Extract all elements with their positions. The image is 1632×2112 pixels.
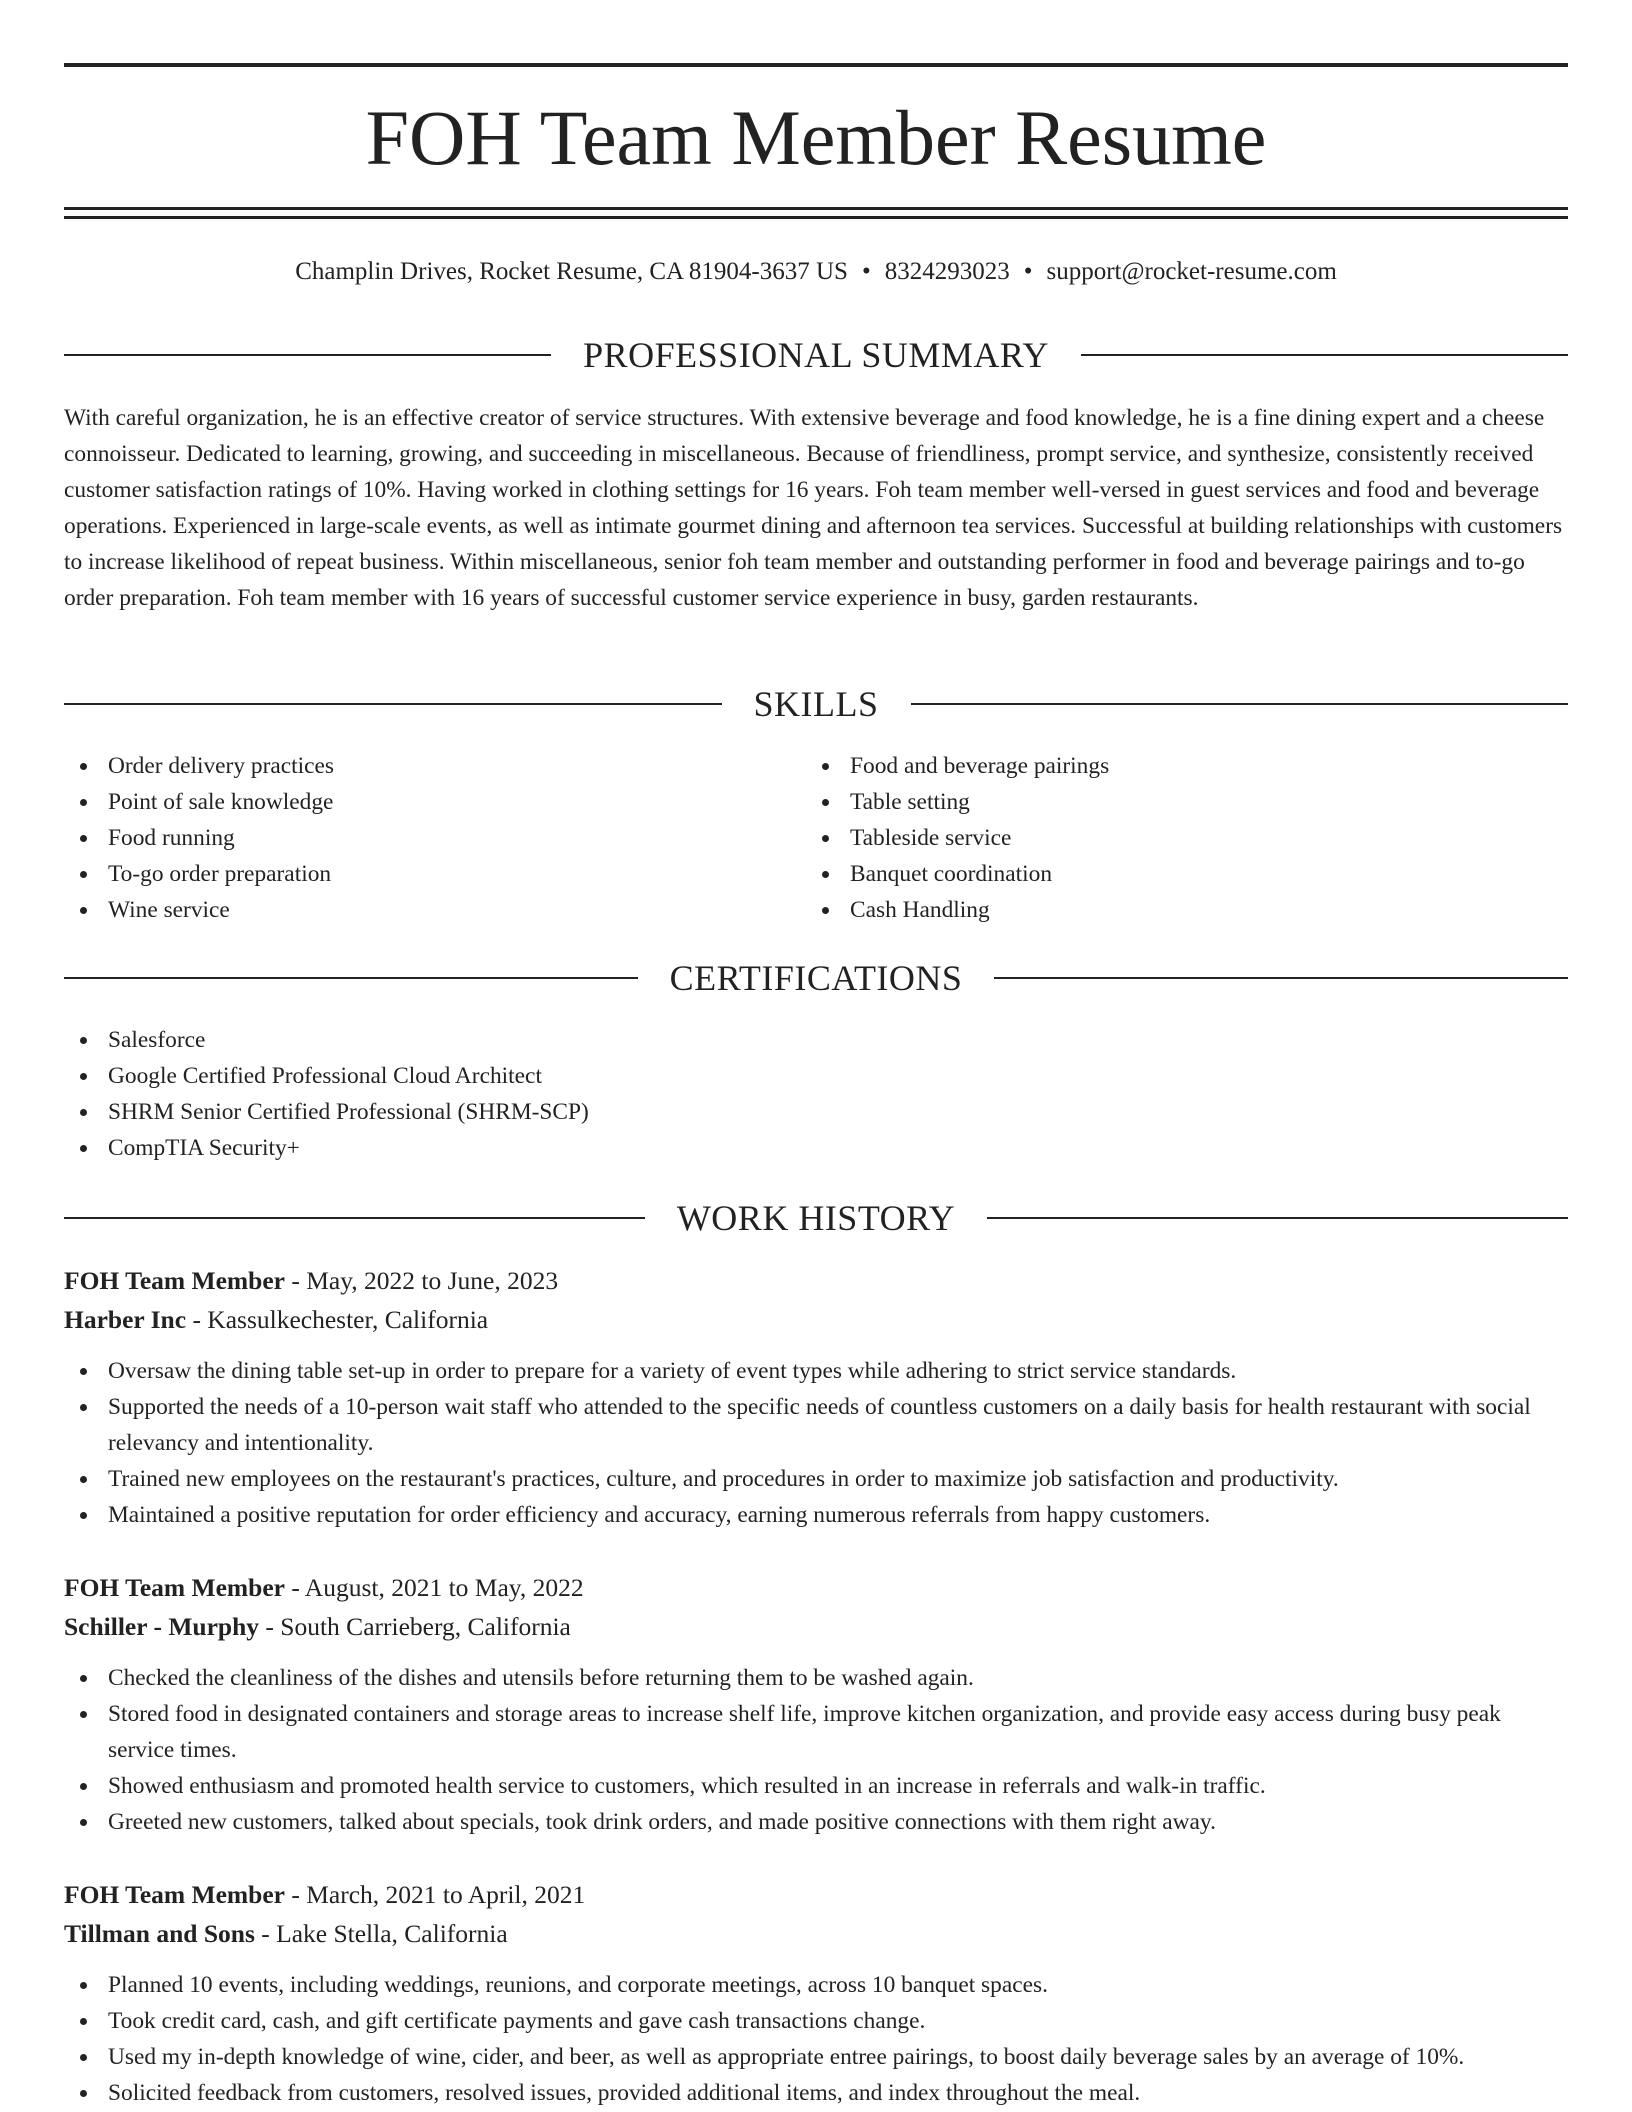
job-title: FOH Team Member <box>64 1573 285 1602</box>
section-header-summary <box>64 332 1568 378</box>
job-bullet: Solicited feedback from customers, resolved issues, provided additional items, and index throughout the meal. <box>64 2075 1568 2111</box>
skill-item: Table setting <box>806 784 1568 820</box>
contact-separator: • <box>861 258 871 285</box>
job-entry <box>64 1876 1568 2111</box>
certification-item: CompTIA Security+ <box>64 1130 1568 1166</box>
section-title-skills: SKILLS <box>753 684 879 724</box>
job-title-line <box>64 1569 1568 1607</box>
section-header-skills <box>64 681 1568 727</box>
job-bullet: Stored food in designated containers and storage areas to increase shelf life, improve kitchen organization, and provide easy access during busy peak service times. <box>64 1696 1568 1768</box>
skill-item: Food running <box>64 820 804 856</box>
page-title: FOH Team Member Resume <box>365 94 1267 181</box>
job-title: FOH Team Member <box>64 1266 285 1295</box>
job-entry <box>64 1262 1568 1533</box>
job-bullet: Showed enthusiasm and promoted health service to customers, which resulted in an increase in referrals and walk-in traffic. <box>64 1768 1568 1804</box>
job-company: Tillman and Sons <box>64 1919 255 1948</box>
job-bullet: Oversaw the dining table set-up in order to prepare for a variety of event types while adhering to strict service standards. <box>64 1353 1568 1389</box>
job-location: - South Carrieberg, California <box>259 1612 571 1641</box>
section-rule-right <box>1081 354 1568 356</box>
section-rule-left <box>64 354 551 356</box>
job-entry <box>64 1569 1568 1840</box>
job-bullet: Maintained a positive reputation for order efficiency and accuracy, earning numerous referrals from happy customers. <box>64 1497 1568 1533</box>
skill-item: Food and beverage pairings <box>806 748 1568 784</box>
section-header-certifications <box>64 955 1568 1001</box>
section-title-work: WORK HISTORY <box>676 1198 956 1238</box>
job-bullet: Checked the cleanliness of the dishes and utensils before returning them to be washed again. <box>64 1660 1568 1696</box>
job-bullets <box>64 1353 1568 1533</box>
certification-item: Salesforce <box>64 1022 1568 1058</box>
job-bullets <box>64 1660 1568 1840</box>
job-bullets <box>64 1967 1568 2111</box>
certifications-list <box>64 1022 1568 1166</box>
contact-line <box>64 254 1568 290</box>
section-rule-right <box>994 977 1568 979</box>
section-rule-left <box>64 1217 645 1219</box>
section-rule-right <box>987 1217 1568 1219</box>
job-company-line <box>64 1608 1568 1646</box>
job-title: FOH Team Member <box>64 1880 285 1909</box>
skill-item: Banquet coordination <box>806 856 1568 892</box>
skill-item: Cash Handling <box>806 892 1568 928</box>
skills-list-right <box>806 748 1568 928</box>
top-rule <box>64 63 1568 67</box>
title-double-rule-upper <box>64 207 1568 210</box>
job-company: Schiller - Murphy <box>64 1612 260 1641</box>
job-company-line <box>64 1915 1568 1953</box>
skill-item: To-go order preparation <box>64 856 804 892</box>
job-bullet: Used my in-depth knowledge of wine, cider, and beer, as well as appropriate entree pairings, to boost daily beverage sales by an average of 10%. <box>64 2039 1568 2075</box>
section-rule-left <box>64 703 722 705</box>
job-location: - Lake Stella, California <box>254 1919 508 1948</box>
contact-address: Champlin Drives, Rocket Resume, CA 81904-3637 US <box>295 258 848 285</box>
job-dates: - May, 2022 to June, 2023 <box>284 1266 559 1295</box>
job-bullet: Supported the needs of a 10-person wait staff who attended to the specific needs of countless customers on a daily basis for health restaurant with social relevancy and intentionality. <box>64 1389 1568 1461</box>
job-company-line <box>64 1301 1568 1339</box>
section-rule-right <box>911 703 1569 705</box>
contact-separator: • <box>1023 258 1033 285</box>
contact-phone: 8324293023 <box>884 258 1010 285</box>
job-title-line <box>64 1876 1568 1914</box>
section-header-work <box>64 1195 1568 1241</box>
job-title-line <box>64 1262 1568 1300</box>
job-bullet: Planned 10 events, including weddings, reunions, and corporate meetings, across 10 banquet spaces. <box>64 1967 1568 2003</box>
job-dates: - August, 2021 to May, 2022 <box>284 1573 584 1602</box>
job-bullet: Took credit card, cash, and gift certificate payments and gave cash transactions change. <box>64 2003 1568 2039</box>
summary-text: With careful organization, he is an effective creator of service structures. With extensive beverage and food knowledge, he is a fine dining expert and a cheese connoisseur. Dedicated to learning, growing, and succeeding in miscellaneous. Because of friendliness, prompt service, and synthesize, consistently received customer satisfaction ratings of 10%. Having worked in clothing settings for 16 years. Foh team member well-versed in guest services and food and beverage operations. Experienced in large-scale events, as well as intimate gourmet dining and afternoon tea services. Successful at building relationships with customers to increase likelihood of repeat business. Within miscellaneous, senior foh team member and outstanding performer in food and beverage pairings and to-go order preparation. Foh team member with 16 years of successful customer service experience in busy, garden restaurants. <box>64 405 1563 611</box>
title-double-rule-lower <box>64 216 1568 219</box>
contact-email: support@rocket-resume.com <box>1046 258 1337 285</box>
section-title-certifications: CERTIFICATIONS <box>669 958 963 998</box>
certification-item: Google Certified Professional Cloud Architect <box>64 1058 1568 1094</box>
skill-item: Wine service <box>64 892 804 928</box>
section-title-summary: PROFESSIONAL SUMMARY <box>583 335 1049 375</box>
skill-item: Order delivery practices <box>64 748 804 784</box>
skill-item: Point of sale knowledge <box>64 784 804 820</box>
skill-item: Tableside service <box>806 820 1568 856</box>
job-dates: - March, 2021 to April, 2021 <box>284 1880 586 1909</box>
certification-item: SHRM Senior Certified Professional (SHRM-SCP) <box>64 1094 1568 1130</box>
job-location: - Kassulkechester, California <box>186 1305 489 1334</box>
job-bullet: Trained new employees on the restaurant's practices, culture, and procedures in order to maximize job satisfaction and productivity. <box>64 1461 1568 1497</box>
job-bullet: Greeted new customers, talked about specials, took drink orders, and made positive connections with them right away. <box>64 1804 1568 1840</box>
job-company: Harber Inc <box>64 1305 187 1334</box>
section-rule-left <box>64 977 638 979</box>
skills-list-left <box>64 748 804 928</box>
